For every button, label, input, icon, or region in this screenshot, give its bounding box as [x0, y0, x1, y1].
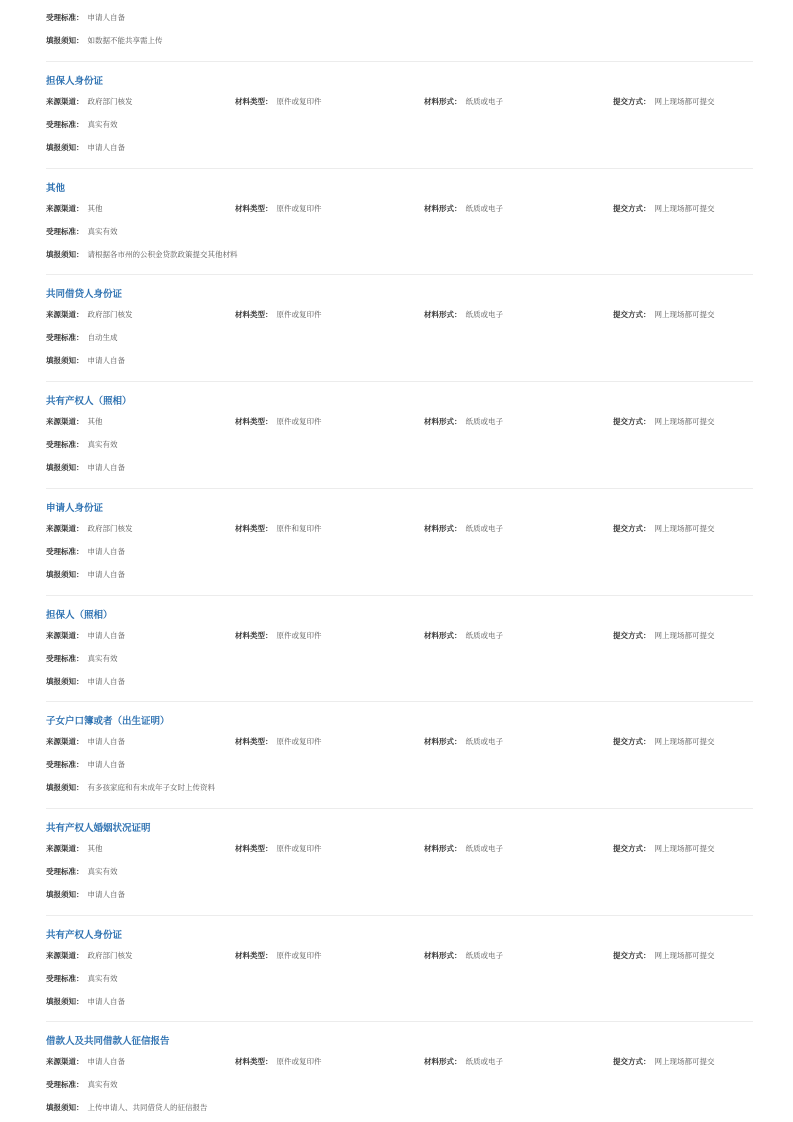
source-field — [46, 202, 103, 216]
standard-field-label: 受理标准： — [46, 227, 84, 236]
submit-field — [613, 522, 715, 536]
submit-field — [613, 202, 715, 216]
form-field-value: 纸质或电子 — [465, 310, 503, 319]
type-field-value: 原件和复印件 — [276, 524, 322, 533]
type-field-value: 原件或复印件 — [276, 631, 322, 640]
top-standard-row — [46, 11, 125, 25]
submit-field-label: 提交方式： — [613, 631, 651, 640]
notes-field-label: 填报须知： — [46, 677, 84, 686]
standard-field-value: 自动生成 — [87, 333, 118, 342]
notes-field-value: 申请人自备 — [87, 570, 125, 579]
standard-label: 受理标准： — [46, 13, 84, 22]
submit-field-label: 提交方式： — [613, 524, 651, 533]
type-field — [235, 1055, 322, 1069]
form-field — [424, 415, 503, 429]
form-field-value: 纸质或电子 — [465, 737, 503, 746]
source-field-label: 来源渠道： — [46, 310, 84, 319]
type-field-value: 原件或复印件 — [276, 844, 322, 853]
source-field-value: 申请人自备 — [87, 631, 125, 640]
material-title: 借款人及共同借款人征信报告 — [46, 1036, 170, 1047]
standard-field-value: 真实有效 — [87, 654, 118, 663]
section-divider — [46, 1021, 753, 1022]
source-field-label: 来源渠道： — [46, 951, 84, 960]
source-field — [46, 949, 133, 963]
source-field-label: 来源渠道： — [46, 204, 84, 213]
type-field — [235, 95, 322, 109]
source-field-label: 来源渠道： — [46, 417, 84, 426]
standard-field-value: 申请人自备 — [87, 547, 125, 556]
notes-field-label: 填报须知： — [46, 250, 84, 259]
section-divider — [46, 381, 753, 382]
material-title: 共有产权人身份证 — [46, 930, 123, 941]
submit-field-value: 网上现场都可提交 — [654, 310, 715, 319]
material-title: 申请人身份证 — [46, 503, 104, 514]
source-field-label: 来源渠道： — [46, 97, 84, 106]
type-field — [235, 202, 322, 216]
source-field — [46, 415, 103, 429]
type-field-value: 原件或复印件 — [276, 417, 322, 426]
notes-field-value: 有多孩家庭和有未成年子女时上传资料 — [87, 783, 215, 792]
type-field-label: 材料类型： — [235, 204, 273, 213]
material-title: 共有产权人婚姻状况证明 — [46, 823, 151, 834]
standard-field-label: 受理标准： — [46, 867, 84, 876]
form-field — [424, 735, 503, 749]
form-field — [424, 522, 503, 536]
section-divider — [46, 701, 753, 702]
material-title: 子女户口簿或者（出生证明） — [46, 716, 170, 727]
submit-field-label: 提交方式： — [613, 951, 651, 960]
form-field-label: 材料形式： — [424, 631, 462, 640]
notes-field-label: 填报须知： — [46, 570, 84, 579]
notes-field-label: 填报须知： — [46, 1103, 84, 1112]
type-field-label: 材料类型： — [235, 310, 273, 319]
submit-field — [613, 629, 715, 643]
form-field-value: 纸质或电子 — [465, 951, 503, 960]
notes-field-value: 申请人自备 — [87, 463, 125, 472]
notes-field — [46, 888, 125, 902]
type-field-value: 原件或复印件 — [276, 951, 322, 960]
notes-field-label: 填报须知： — [46, 143, 84, 152]
type-field-label: 材料类型： — [235, 631, 273, 640]
material-title: 担保人（照相） — [46, 610, 113, 621]
source-field-value: 政府部门核发 — [87, 524, 133, 533]
form-field-value: 纸质或电子 — [465, 97, 503, 106]
submit-field-label: 提交方式： — [613, 97, 651, 106]
form-field-label: 材料形式： — [424, 524, 462, 533]
material-title: 担保人身份证 — [46, 76, 104, 87]
standard-field-value: 真实有效 — [87, 120, 118, 129]
submit-field-value: 网上现场都可提交 — [654, 737, 715, 746]
notes-field-label: 填报须知： — [46, 463, 84, 472]
standard-field-label: 受理标准： — [46, 333, 84, 342]
submit-field-label: 提交方式： — [613, 204, 651, 213]
source-field — [46, 629, 125, 643]
standard-field-value: 真实有效 — [87, 227, 118, 236]
top-notes-row — [46, 34, 163, 48]
notes-field-value: 申请人自备 — [87, 356, 125, 365]
submit-field-label: 提交方式： — [613, 310, 651, 319]
source-field-value: 申请人自备 — [87, 1057, 125, 1066]
source-field-label: 来源渠道： — [46, 524, 84, 533]
standard-field-label: 受理标准： — [46, 654, 84, 663]
standard-field — [46, 118, 118, 132]
form-field-value: 纸质或电子 — [465, 844, 503, 853]
standard-field — [46, 225, 118, 239]
standard-field-value: 真实有效 — [87, 867, 118, 876]
notes-field-value: 申请人自备 — [87, 677, 125, 686]
source-field-label: 来源渠道： — [46, 844, 84, 853]
standard-field-value: 真实有效 — [87, 1080, 118, 1089]
source-field — [46, 308, 133, 322]
form-field-label: 材料形式： — [424, 204, 462, 213]
form-field — [424, 95, 503, 109]
source-field — [46, 522, 133, 536]
source-field-value: 政府部门核发 — [87, 951, 133, 960]
submit-field-value: 网上现场都可提交 — [654, 97, 715, 106]
source-field-value: 其他 — [87, 417, 103, 426]
type-field-value: 原件或复印件 — [276, 1057, 322, 1066]
notes-value: 如数据不能共享需上传 — [87, 36, 163, 45]
section-divider — [46, 915, 753, 916]
submit-field — [613, 735, 715, 749]
form-field — [424, 1055, 503, 1069]
standard-field-label: 受理标准： — [46, 440, 84, 449]
source-field-label: 来源渠道： — [46, 737, 84, 746]
type-field — [235, 842, 322, 856]
type-field — [235, 308, 322, 322]
type-field-value: 原件或复印件 — [276, 97, 322, 106]
material-title: 其他 — [46, 183, 66, 194]
type-field-value: 原件或复印件 — [276, 310, 322, 319]
notes-field — [46, 461, 125, 475]
source-field — [46, 1055, 125, 1069]
standard-value: 申请人自备 — [87, 13, 125, 22]
submit-field-value: 网上现场都可提交 — [654, 631, 715, 640]
type-field-value: 原件或复印件 — [276, 737, 322, 746]
form-field-value: 纸质或电子 — [465, 417, 503, 426]
standard-field-value: 真实有效 — [87, 974, 118, 983]
type-field — [235, 735, 322, 749]
source-field — [46, 95, 133, 109]
form-field-label: 材料形式： — [424, 417, 462, 426]
notes-field-value: 申请人自备 — [87, 890, 125, 899]
type-field-label: 材料类型： — [235, 417, 273, 426]
standard-field — [46, 331, 118, 345]
notes-field-label: 填报须知： — [46, 356, 84, 365]
notes-field-value: 申请人自备 — [87, 143, 125, 152]
notes-field-value: 上传申请人、共同借贷人的征信报告 — [87, 1103, 208, 1112]
standard-field-value: 申请人自备 — [87, 760, 125, 769]
source-field — [46, 735, 125, 749]
section-divider — [46, 61, 753, 62]
standard-field — [46, 1078, 118, 1092]
source-field-value: 其他 — [87, 844, 103, 853]
submit-field-label: 提交方式： — [613, 417, 651, 426]
standard-field — [46, 545, 125, 559]
notes-field — [46, 1101, 208, 1115]
notes-field — [46, 675, 125, 689]
type-field-label: 材料类型： — [235, 844, 273, 853]
submit-field-value: 网上现场都可提交 — [654, 1057, 715, 1066]
standard-field-label: 受理标准： — [46, 1080, 84, 1089]
type-field-label: 材料类型： — [235, 524, 273, 533]
source-field-value: 政府部门核发 — [87, 97, 133, 106]
material-title: 共有产权人（照相） — [46, 396, 132, 407]
notes-field-value: 请根据各市州的公积金贷款政策提交其他材料 — [87, 250, 238, 259]
section-divider — [46, 488, 753, 489]
submit-field — [613, 415, 715, 429]
submit-field — [613, 949, 715, 963]
submit-field — [613, 842, 715, 856]
submit-field-value: 网上现场都可提交 — [654, 844, 715, 853]
submit-field-value: 网上现场都可提交 — [654, 417, 715, 426]
notes-field-label: 填报须知： — [46, 890, 84, 899]
type-field — [235, 522, 322, 536]
form-field-value: 纸质或电子 — [465, 524, 503, 533]
source-field-label: 来源渠道： — [46, 1057, 84, 1066]
type-field-value: 原件或复印件 — [276, 204, 322, 213]
source-field — [46, 842, 103, 856]
standard-field — [46, 652, 118, 666]
submit-field-label: 提交方式： — [613, 1057, 651, 1066]
source-field-value: 政府部门核发 — [87, 310, 133, 319]
standard-field-label: 受理标准： — [46, 760, 84, 769]
standard-field — [46, 865, 118, 879]
standard-field — [46, 758, 125, 772]
submit-field-value: 网上现场都可提交 — [654, 951, 715, 960]
notes-field — [46, 354, 125, 368]
form-field-label: 材料形式： — [424, 97, 462, 106]
form-field-label: 材料形式： — [424, 951, 462, 960]
form-field-label: 材料形式： — [424, 844, 462, 853]
type-field — [235, 415, 322, 429]
type-field — [235, 629, 322, 643]
standard-field-label: 受理标准： — [46, 547, 84, 556]
submit-field — [613, 308, 715, 322]
standard-field-value: 真实有效 — [87, 440, 118, 449]
notes-field — [46, 568, 125, 582]
standard-field — [46, 972, 118, 986]
source-field-label: 来源渠道： — [46, 631, 84, 640]
type-field-label: 材料类型： — [235, 951, 273, 960]
form-field-label: 材料形式： — [424, 310, 462, 319]
form-field — [424, 308, 503, 322]
form-field-label: 材料形式： — [424, 1057, 462, 1066]
source-field-value: 申请人自备 — [87, 737, 125, 746]
notes-field — [46, 248, 238, 262]
submit-field-value: 网上现场都可提交 — [654, 204, 715, 213]
form-field-value: 纸质或电子 — [465, 631, 503, 640]
submit-field — [613, 95, 715, 109]
notes-field-label: 填报须知： — [46, 997, 84, 1006]
form-field — [424, 949, 503, 963]
notes-field-value: 申请人自备 — [87, 997, 125, 1006]
form-field — [424, 842, 503, 856]
section-divider — [46, 168, 753, 169]
material-title: 共同借贷人身份证 — [46, 289, 123, 300]
form-field-value: 纸质或电子 — [465, 204, 503, 213]
submit-field-value: 网上现场都可提交 — [654, 524, 715, 533]
form-field-value: 纸质或电子 — [465, 1057, 503, 1066]
section-divider — [46, 274, 753, 275]
section-divider — [46, 595, 753, 596]
type-field — [235, 949, 322, 963]
standard-field — [46, 438, 118, 452]
notes-field — [46, 141, 125, 155]
source-field-value: 其他 — [87, 204, 103, 213]
submit-field-label: 提交方式： — [613, 844, 651, 853]
form-field — [424, 202, 503, 216]
submit-field-label: 提交方式： — [613, 737, 651, 746]
form-field-label: 材料形式： — [424, 737, 462, 746]
type-field-label: 材料类型： — [235, 97, 273, 106]
submit-field — [613, 1055, 715, 1069]
type-field-label: 材料类型： — [235, 737, 273, 746]
notes-field — [46, 995, 125, 1009]
form-field — [424, 629, 503, 643]
type-field-label: 材料类型： — [235, 1057, 273, 1066]
notes-field — [46, 781, 215, 795]
notes-field-label: 填报须知： — [46, 783, 84, 792]
section-divider — [46, 808, 753, 809]
standard-field-label: 受理标准： — [46, 974, 84, 983]
notes-label: 填报须知： — [46, 36, 84, 45]
standard-field-label: 受理标准： — [46, 120, 84, 129]
